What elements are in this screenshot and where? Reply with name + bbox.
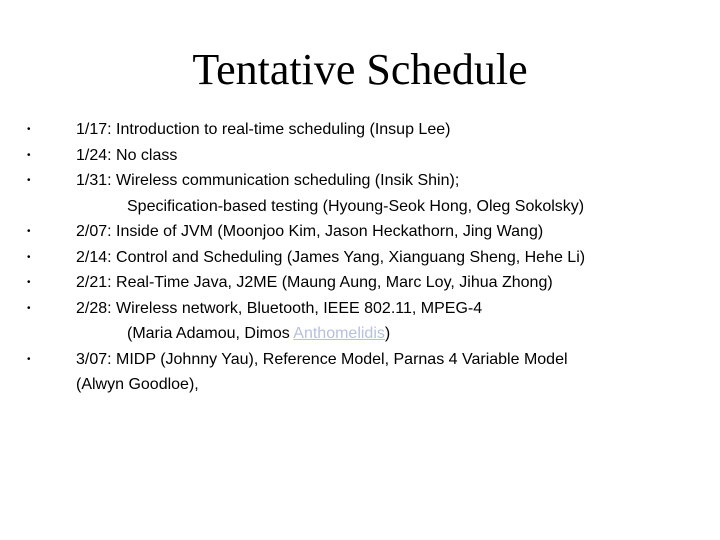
slide-title: Tentative Schedule bbox=[192, 45, 528, 94]
list-item bbox=[0, 245, 720, 271]
bullet-icon: • bbox=[27, 226, 31, 237]
list-item bbox=[0, 168, 720, 194]
bullet-icon: • bbox=[27, 149, 31, 161]
bullet-icon: • bbox=[27, 302, 31, 314]
list-item-text: 1/31: Wireless communication scheduling (Insik Shin); bbox=[76, 172, 460, 189]
list-item-continuation-text: (Alwyn Goodloe), bbox=[76, 376, 199, 393]
bullet-icon: • bbox=[27, 124, 31, 135]
list-item-text: 2/28: Wireless network, Bluetooth, IEEE 802.11, MPEG-4 bbox=[76, 299, 483, 317]
list-item-continuation-text: Specification-based testing (Hyoung-Seok Hong, Oleg Sokolsky) bbox=[127, 197, 585, 215]
list-item-text: 1/17: Introduction to real-time scheduling (Insup Lee) bbox=[76, 121, 451, 138]
name-link[interactable]: Anthomelidis bbox=[293, 325, 385, 342]
list-item bbox=[0, 296, 720, 322]
list-item-text: 1/24: No class bbox=[76, 146, 178, 164]
bullet-icon: • bbox=[27, 251, 31, 263]
list-item-text: 2/07: Inside of JVM (Moonjoo Kim, Jason Heckathorn, Jing Wang) bbox=[76, 223, 544, 240]
list-item bbox=[0, 143, 720, 169]
list-item-continuation-text bbox=[127, 321, 390, 347]
list-item-text: 2/21: Real-Time Java, J2ME (Maung Aung, Marc Loy, Jihua Zhong) bbox=[76, 274, 553, 291]
list-item-continuation bbox=[0, 194, 720, 220]
schedule-list bbox=[0, 117, 720, 398]
continuation-prefix: (Maria Adamou, Dimos bbox=[127, 325, 294, 342]
list-item-text: 2/14: Control and Scheduling (James Yang, Xianguang Sheng, Hehe Li) bbox=[76, 248, 586, 266]
bullet-icon: • bbox=[27, 175, 31, 186]
continuation-suffix: ) bbox=[384, 325, 391, 342]
list-item bbox=[0, 347, 720, 373]
list-item-continuation bbox=[0, 321, 720, 347]
bullet-icon: • bbox=[27, 277, 31, 288]
list-item bbox=[0, 117, 720, 143]
bullet-icon: • bbox=[27, 353, 31, 365]
list-item bbox=[0, 270, 720, 296]
list-item-text: 3/07: MIDP (Johnny Yau), Reference Model, Parnas 4 Variable Model bbox=[76, 350, 568, 368]
list-item-continuation bbox=[0, 372, 720, 398]
list-item bbox=[0, 219, 720, 245]
